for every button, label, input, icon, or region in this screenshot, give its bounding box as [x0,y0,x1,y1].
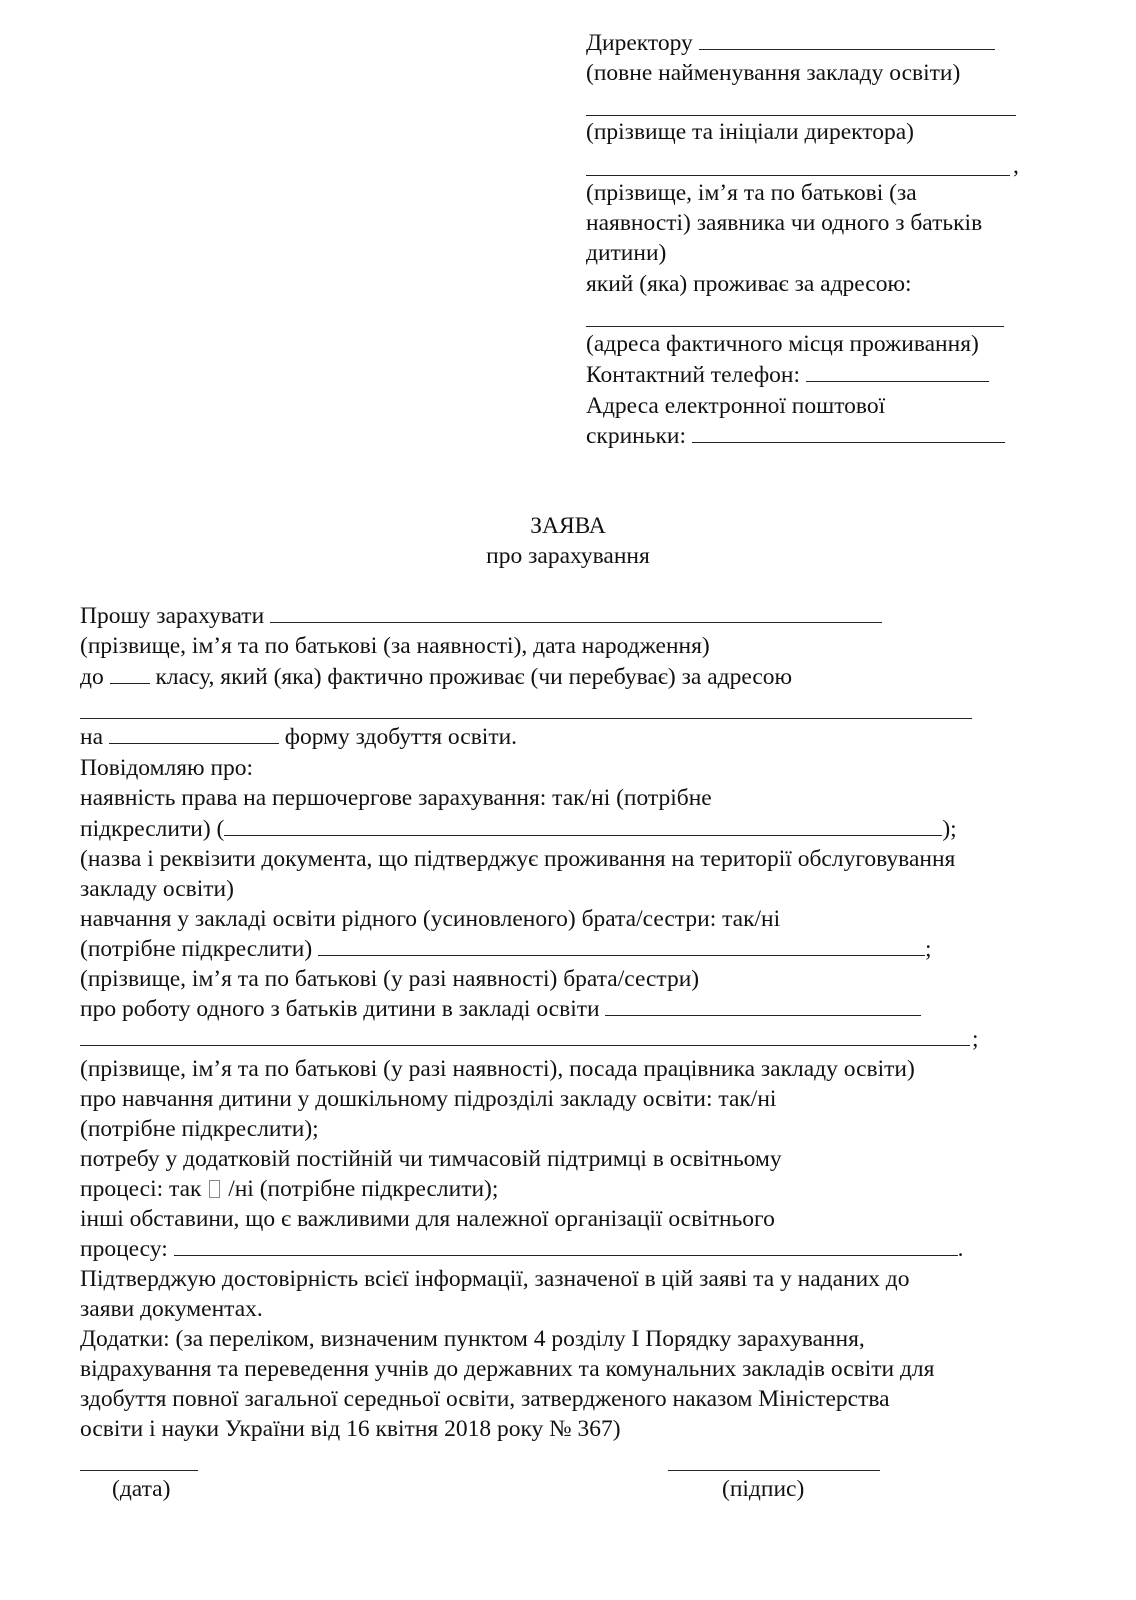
email-blank [692,424,1005,443]
class-blank [110,665,150,684]
other-circumstances-blank [174,1237,958,1256]
other-circumstances-1: інші обставини, що є важливими для належної організації освітнього [80,1206,775,1232]
director-line: Директору [586,29,995,57]
applicant-name-blank [586,175,1010,176]
confirm-line-1: Підтверджую достовірність всієї інформації, зазначеної в цій заяві та у наданих до [80,1266,910,1292]
education-form-line: на форму здобуття освіти. [80,724,518,750]
class-line: до класу, який (яка) фактично проживає (чи перебуває) за адресою [80,664,793,690]
parent-work-blank [605,997,921,1016]
priority-right-line: підкреслити) ( ); [80,816,957,842]
director-blank [699,31,995,50]
document-subtitle: про зарахування [486,543,650,569]
director-name-hint: (прізвище та ініціали директора) [586,119,914,145]
sibling-hint: (прізвище, ім’я та по батькові (у разі наявності) брата/сестри) [80,966,700,992]
request-line: Прошу зарахувати [80,602,882,630]
preschool-line-1: про навчання дитини у дошкільному підрозділі закладу освіти: так/ні [80,1086,777,1112]
email-label-1: Адреса електронної поштової [586,393,886,419]
parent-work-blank-2 [80,1045,970,1046]
parent-work-line: про роботу одного з батьків дитини в закладі освіти [80,995,921,1023]
date-hint: (дата) [112,1476,171,1502]
annex-line-2: відрахування та переведення учнів до державних та комунальних закладів освіти для [80,1356,935,1382]
inform-label: Повідомляю про: [80,755,254,781]
sibling-name-blank [318,937,925,956]
phone-blank [806,363,989,382]
annex-line-4: освіти і науки України від 16 квітня 2018 року № 367) [80,1416,621,1442]
applicant-hint-1: (прізвище, ім’я та по батькові (за [586,180,917,206]
other-circumstances-line: процесу: . [80,1236,964,1262]
phone-line: Контактний телефон: [586,361,989,389]
annex-line-1: Додатки: (за переліком, визначеним пунктом 4 розділу І Порядку зарахування, [80,1326,865,1352]
parent-work-semicolon: ; [972,1026,979,1052]
address-blank [586,326,1004,327]
support-line-1: потребу у додатковій постійній чи тимчасовій підтримці в освітньому [80,1146,782,1172]
child-name-blank [270,604,882,623]
confirm-line-2: заяви документах. [80,1296,263,1322]
sibling-line-2: (потрібне підкреслити) ; [80,936,932,962]
education-form-blank [109,725,279,744]
document-hint-2: закладу освіти) [80,876,234,902]
document-hint-1: (назва і реквізити документа, що підтверджує проживання на території обслуговування [80,846,956,872]
sibling-line-1: навчання у закладі освіти рідного (усиновленого) брата/сестри: так/ні [80,906,781,932]
checkbox-placeholder-icon [209,1180,220,1198]
preschool-line-2: (потрібне підкреслити); [80,1116,319,1142]
date-blank [80,1470,198,1471]
residence-label: який (яка) проживає за адресою: [586,271,912,297]
signature-blank [668,1470,880,1471]
applicant-hint-2: наявності) заявника чи одного з батьків [586,210,983,236]
priority-right-1: наявність права на першочергове зарахування: так/ні (потрібне [80,785,712,811]
applicant-comma: , [1013,153,1019,179]
director-name-blank [586,115,1016,116]
parent-hint: (прізвище, ім’я та по батькові (у разі наявності), посада працівника закладу освіти) [80,1056,915,1082]
child-hint: (прізвище, ім’я та по батькові (за наявності), дата народження) [80,633,710,659]
annex-line-3: здобуття повної загальної середньої освіти, затвердженого наказом Міністерства [80,1386,890,1412]
address-hint: (адреса фактичного місця проживання) [586,331,979,357]
support-line-2: процесі: так /ні (потрібне підкреслити); [80,1176,499,1202]
signature-hint: (підпис) [722,1476,805,1502]
institution-hint: (повне найменування закладу освіти) [586,60,961,86]
child-address-blank [80,718,972,719]
email-line: скриньки: [586,422,1005,450]
document-title: ЗАЯВА [530,513,606,539]
priority-document-blank [224,817,942,836]
applicant-hint-3: дитини) [586,240,667,266]
